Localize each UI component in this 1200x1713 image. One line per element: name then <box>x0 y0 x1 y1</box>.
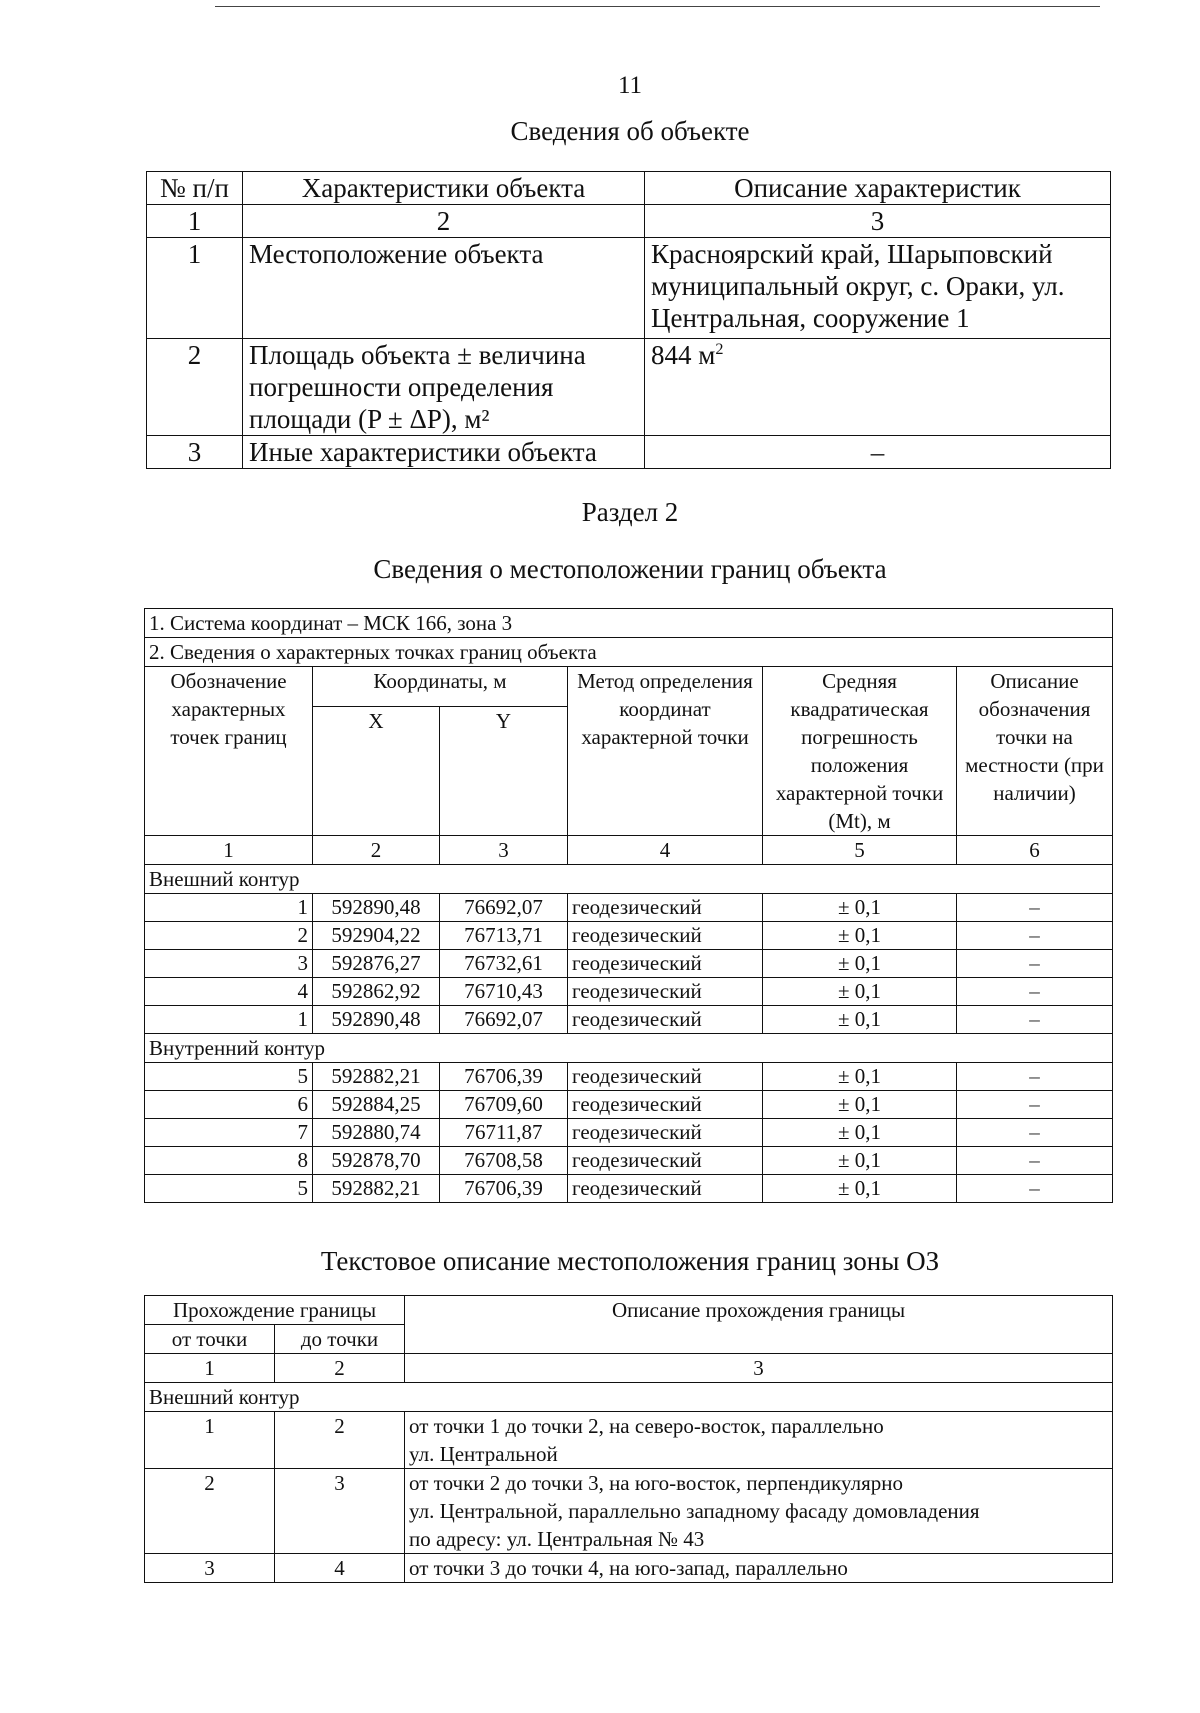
point-description: – <box>957 1063 1113 1091</box>
passage-description <box>405 1554 1113 1583</box>
table-row <box>145 1554 1113 1583</box>
error-value: ± 0,1 <box>763 1147 957 1175</box>
point-id: 2 <box>145 922 313 950</box>
method: геодезический <box>568 1175 763 1203</box>
coord-x: 592880,74 <box>313 1119 440 1147</box>
from-point: 3 <box>145 1554 275 1583</box>
table-row <box>145 1412 1113 1469</box>
points-header: 2. Сведения о характерных точках границ объекта <box>145 638 1113 667</box>
section1-title: Сведения об объекте <box>510 116 750 146</box>
row-number: 1 <box>147 238 243 339</box>
point-id: 5 <box>145 1175 313 1203</box>
coord-x: 592890,48 <box>313 894 440 922</box>
from-point: 2 <box>145 1469 275 1554</box>
outer-contour-label: Внешний контур <box>145 865 1113 894</box>
characteristic-desc: – <box>645 436 1111 469</box>
table-header-row <box>145 667 1113 707</box>
method: геодезический <box>568 1091 763 1119</box>
object-info-table <box>146 171 1111 469</box>
coord-y: 76713,71 <box>440 922 568 950</box>
header-from: от точки <box>145 1325 275 1354</box>
header-coords: Координаты, м <box>313 667 568 707</box>
table-row <box>147 238 1111 339</box>
table-row <box>145 1063 1113 1091</box>
point-description: – <box>957 1119 1113 1147</box>
coord-x: 592904,22 <box>313 922 440 950</box>
coord-y: 76732,61 <box>440 950 568 978</box>
description-line: ул. Центральной, параллельно западному фасаду домовладения <box>409 1499 980 1523</box>
table-header-row <box>145 1296 1113 1325</box>
description-line: от точки 1 до точки 2, на северо-восток, параллельно <box>409 1414 884 1438</box>
header-to: до точки <box>275 1325 405 1354</box>
numbering-cell: 2 <box>275 1354 405 1383</box>
error-value: ± 0,1 <box>763 1175 957 1203</box>
table-row <box>145 978 1113 1006</box>
numbering-cell: 6 <box>957 836 1113 865</box>
area-unit-exponent: 2 <box>715 340 724 358</box>
inner-contour-row <box>145 1034 1113 1063</box>
characteristic-name: Местоположение объекта <box>243 238 645 339</box>
table-row <box>145 1119 1113 1147</box>
section2-heading: Раздел 2 <box>581 497 679 527</box>
point-description: – <box>957 922 1113 950</box>
boundary-description-table <box>144 1295 1113 1583</box>
table-row <box>145 1006 1113 1034</box>
error-value: ± 0,1 <box>763 950 957 978</box>
table-row <box>147 339 1111 436</box>
table-row <box>145 922 1113 950</box>
header-description: Описание прохождения границы <box>405 1296 1113 1354</box>
coord-x: 592882,21 <box>313 1063 440 1091</box>
point-id: 4 <box>145 978 313 1006</box>
table-header-row <box>147 172 1111 205</box>
coord-y: 76709,60 <box>440 1091 568 1119</box>
table-row <box>145 1091 1113 1119</box>
numbering-row <box>145 1354 1113 1383</box>
description-line: от точки 2 до точки 3, на юго-восток, перпендикулярно <box>409 1471 904 1495</box>
error-value: ± 0,1 <box>763 1006 957 1034</box>
section3-title: Текстовое описание местоположения границ зоны ОЗ <box>320 1246 940 1276</box>
coord-x: 592876,27 <box>313 950 440 978</box>
numbering-cell: 3 <box>440 836 568 865</box>
coord-y: 76708,58 <box>440 1147 568 1175</box>
numbering-cell: 3 <box>405 1354 1113 1383</box>
passage-description <box>405 1412 1113 1469</box>
coord-system: 1. Система координат – МСК 166, зона 3 <box>145 609 1113 638</box>
point-id: 5 <box>145 1063 313 1091</box>
coord-y: 76706,39 <box>440 1063 568 1091</box>
point-description: – <box>957 894 1113 922</box>
numbering-row <box>147 205 1111 238</box>
numbering-cell: 3 <box>645 205 1111 238</box>
method: геодезический <box>568 950 763 978</box>
point-id: 7 <box>145 1119 313 1147</box>
description-line: ул. Центральной <box>409 1442 558 1466</box>
characteristic-desc: Красноярский край, Шарыповский муниципальный округ, с. Ораки, ул. Центральная, сооружение 1 <box>645 238 1111 339</box>
header-cell: Характеристики объекта <box>243 172 645 205</box>
coord-x: 592862,92 <box>313 978 440 1006</box>
table-row <box>145 1147 1113 1175</box>
outer-points <box>145 894 1113 1034</box>
table-row <box>145 894 1113 922</box>
header-description: Описание обозначения точки на местности (при наличии) <box>957 667 1113 836</box>
point-description: – <box>957 978 1113 1006</box>
header-passage: Прохождение границы <box>145 1296 405 1325</box>
passage-description <box>405 1469 1113 1554</box>
numbering-cell: 5 <box>763 836 957 865</box>
coord-x: 592882,21 <box>313 1175 440 1203</box>
to-point: 2 <box>275 1412 405 1469</box>
coord-y: 76692,07 <box>440 894 568 922</box>
table-row <box>145 1175 1113 1203</box>
coord-y: 76706,39 <box>440 1175 568 1203</box>
outer-contour-row <box>145 1383 1113 1412</box>
point-description: – <box>957 1006 1113 1034</box>
page-number: 11 <box>617 72 643 99</box>
header-cell: № п/п <box>147 172 243 205</box>
top-divider <box>215 6 1100 7</box>
characteristic-name: Площадь объекта ± величина погрешности определения площади (P ± ΔP), м² <box>243 339 645 436</box>
numbering-cell: 4 <box>568 836 763 865</box>
numbering-cell: 1 <box>147 205 243 238</box>
description-line: по адресу: ул. Центральная № 43 <box>409 1527 705 1551</box>
to-point: 4 <box>275 1554 405 1583</box>
boundary-points-table <box>144 608 1113 1203</box>
coord-y: 76711,87 <box>440 1119 568 1147</box>
header-point: Обозначение характерных точек границ <box>145 667 313 836</box>
coord-y: 76692,07 <box>440 1006 568 1034</box>
outer-contour-row <box>145 865 1113 894</box>
coord-x: 592878,70 <box>313 1147 440 1175</box>
error-value: ± 0,1 <box>763 894 957 922</box>
coord-x: 592890,48 <box>313 1006 440 1034</box>
method: геодезический <box>568 922 763 950</box>
method: геодезический <box>568 1119 763 1147</box>
table-row <box>147 436 1111 469</box>
error-value: ± 0,1 <box>763 1119 957 1147</box>
error-value: ± 0,1 <box>763 1063 957 1091</box>
point-description: – <box>957 950 1113 978</box>
table-row <box>145 950 1113 978</box>
numbering-cell: 2 <box>313 836 440 865</box>
method: геодезический <box>568 1063 763 1091</box>
description-line: от точки 3 до точки 4, на юго-запад, параллельно <box>409 1556 848 1580</box>
outer-contour-label: Внешний контур <box>145 1383 1113 1412</box>
coord-x: 592884,25 <box>313 1091 440 1119</box>
area-value: 844 м <box>651 340 716 370</box>
point-id: 3 <box>145 950 313 978</box>
header-method: Метод определения координат характерной точки <box>568 667 763 836</box>
table-row <box>145 1469 1113 1554</box>
numbering-cell: 1 <box>145 836 313 865</box>
coord-y: 76710,43 <box>440 978 568 1006</box>
header-x: X <box>313 707 440 836</box>
to-point: 3 <box>275 1469 405 1554</box>
row-number: 3 <box>147 436 243 469</box>
error-value: ± 0,1 <box>763 1091 957 1119</box>
point-description: – <box>957 1175 1113 1203</box>
inner-points <box>145 1063 1113 1203</box>
characteristic-name: Иные характеристики объекта <box>243 436 645 469</box>
error-value: ± 0,1 <box>763 922 957 950</box>
numbering-cell: 2 <box>243 205 645 238</box>
header-cell: Описание характеристик <box>645 172 1111 205</box>
numbering-row <box>145 836 1113 865</box>
point-id: 8 <box>145 1147 313 1175</box>
section2-title: Сведения о местоположении границ объекта <box>373 554 887 584</box>
description-rows <box>145 1412 1113 1583</box>
point-id: 6 <box>145 1091 313 1119</box>
error-value: ± 0,1 <box>763 978 957 1006</box>
from-point: 1 <box>145 1412 275 1469</box>
coord-system-row <box>145 609 1113 638</box>
point-id: 1 <box>145 1006 313 1034</box>
method: геодезический <box>568 1006 763 1034</box>
method: геодезический <box>568 978 763 1006</box>
header-y: Y <box>440 707 568 836</box>
row-number: 2 <box>147 339 243 436</box>
numbering-cell: 1 <box>145 1354 275 1383</box>
points-header-row <box>145 638 1113 667</box>
point-description: – <box>957 1091 1113 1119</box>
inner-contour-label: Внутренний контур <box>145 1034 1113 1063</box>
point-id: 1 <box>145 894 313 922</box>
point-description: – <box>957 1147 1113 1175</box>
method: геодезический <box>568 894 763 922</box>
characteristic-desc <box>645 339 1111 436</box>
header-error: Средняя квадратическая погрешность положения характерной точки (Mt), м <box>763 667 957 836</box>
method: геодезический <box>568 1147 763 1175</box>
